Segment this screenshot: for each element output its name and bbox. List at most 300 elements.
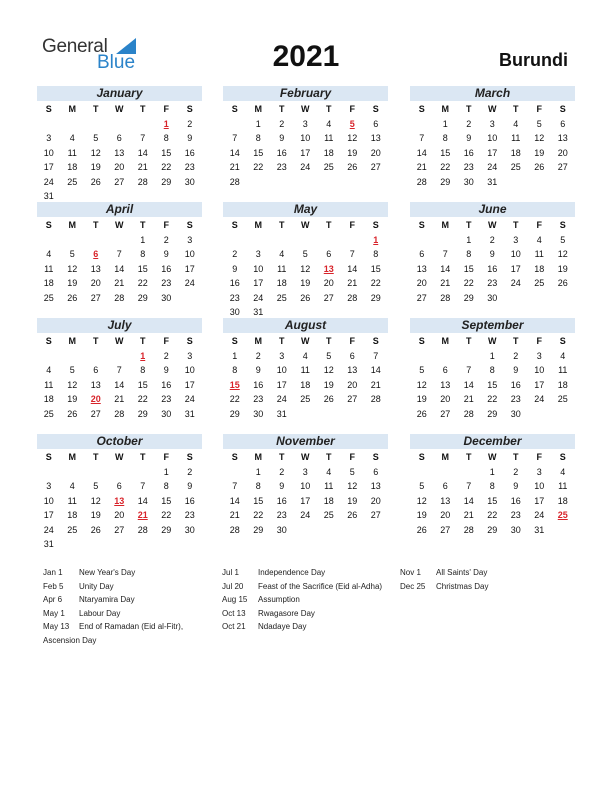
day-cell: 16 <box>276 147 287 158</box>
weekday-header-row <box>37 334 202 349</box>
weekday-header-row <box>410 102 575 117</box>
holiday-name: Assumption <box>258 595 300 604</box>
weekday-label: S <box>231 104 238 114</box>
empty-cell <box>247 175 271 190</box>
day-cell: 22 <box>440 162 451 172</box>
month-title: May <box>223 202 388 217</box>
day-cell: 28 <box>229 524 240 535</box>
weekday-label: T <box>326 220 332 230</box>
week-row <box>37 479 202 494</box>
month-title: September <box>410 318 575 333</box>
day-cell: 18 <box>510 147 521 158</box>
day-cell: 9 <box>466 133 472 143</box>
day-cell: 18 <box>323 147 334 158</box>
day-cell: 26 <box>534 162 545 172</box>
day-cell: 28 <box>416 176 427 187</box>
day-cell: 14 <box>229 147 240 158</box>
day-cell: 28 <box>440 292 451 303</box>
day-cell: 16 <box>184 147 195 158</box>
weekday-label: W <box>115 336 124 346</box>
day-cell: 20 <box>557 147 568 158</box>
week-row <box>37 291 202 306</box>
day-cell: 26 <box>557 278 568 288</box>
week-row <box>223 523 388 538</box>
holiday-item <box>43 607 183 621</box>
holiday-date: Jul 20 <box>222 581 244 591</box>
day-cell: 20 <box>90 278 101 288</box>
empty-cell <box>131 465 155 480</box>
day-cell: 1 <box>255 466 261 477</box>
day-cell: 22 <box>487 394 498 404</box>
week-row <box>223 247 388 262</box>
day-cell: 1 <box>232 350 238 361</box>
empty-cell <box>341 523 365 538</box>
day-cell: 25 <box>534 278 545 288</box>
holiday-date: Jan 1 <box>43 568 63 577</box>
day-cell: 3 <box>46 133 52 143</box>
week-row <box>410 392 575 407</box>
day-cell: 12 <box>347 481 358 491</box>
day-cell: 13 <box>90 379 101 390</box>
holiday-date: Dec 25 <box>400 581 426 591</box>
weekday-label: M <box>254 104 262 114</box>
day-cell: 23 <box>276 510 287 520</box>
empty-cell <box>37 117 61 132</box>
day-cell: 13 <box>347 365 358 375</box>
day-cell: 31 <box>487 176 498 187</box>
day-cell: 10 <box>300 481 311 491</box>
day-cell: 27 <box>114 176 125 187</box>
day-cell: 27 <box>370 510 381 520</box>
weekday-label: S <box>45 452 52 462</box>
day-cell: 8 <box>489 365 495 375</box>
weekday-label: W <box>115 220 124 230</box>
weekday-label: T <box>93 104 99 114</box>
day-cell: 5 <box>69 365 75 375</box>
empty-cell <box>84 349 108 364</box>
day-cell: 9 <box>255 365 261 375</box>
weekday-label: S <box>186 104 193 114</box>
day-cell: 11 <box>534 249 544 259</box>
day-cell: 11 <box>44 379 54 390</box>
week-row <box>410 494 575 509</box>
day-cell: 19 <box>416 394 427 404</box>
day-cell: 28 <box>463 524 474 535</box>
empty-cell <box>434 465 458 480</box>
day-cell: 11 <box>324 481 334 491</box>
weekday-label: T <box>140 452 146 462</box>
week-row <box>37 494 202 509</box>
day-cell: 16 <box>161 263 172 274</box>
day-cell: 6 <box>326 249 332 259</box>
empty-cell <box>270 175 294 190</box>
week-row <box>410 276 575 291</box>
empty-cell <box>178 537 202 552</box>
day-cell: 15 <box>137 379 148 390</box>
week-row <box>410 117 575 132</box>
day-cell: 17 <box>43 162 54 172</box>
day-cell: 2 <box>513 350 519 361</box>
weekday-label: T <box>513 104 519 114</box>
empty-cell <box>294 233 318 248</box>
day-cell: 8 <box>255 133 261 143</box>
holiday-day: 1 <box>140 350 146 361</box>
holiday-name: End of Ramadan (Eid al-Fitr), <box>79 622 184 631</box>
week-row <box>37 537 202 552</box>
day-cell: 29 <box>161 176 172 187</box>
weekday-label: S <box>418 220 425 230</box>
empty-cell <box>61 349 85 364</box>
month-october <box>37 434 202 552</box>
empty-cell <box>410 465 434 480</box>
month-title: December <box>410 434 575 449</box>
day-cell: 20 <box>347 379 358 390</box>
day-cell: 30 <box>161 408 172 419</box>
day-cell: 22 <box>370 278 381 288</box>
holiday-date: Nov 1 <box>400 568 421 577</box>
day-cell: 17 <box>300 147 311 158</box>
day-cell: 11 <box>277 263 287 274</box>
weekday-label: S <box>186 220 193 230</box>
week-row <box>223 349 388 364</box>
empty-cell <box>108 465 132 480</box>
day-cell: 29 <box>137 292 148 303</box>
day-cell: 25 <box>510 162 521 172</box>
day-cell: 11 <box>67 495 77 506</box>
weekday-label: F <box>536 220 542 230</box>
day-cell: 4 <box>69 481 75 491</box>
week-row <box>410 349 575 364</box>
day-cell: 19 <box>300 278 311 288</box>
day-cell: 7 <box>419 133 425 143</box>
holiday-item <box>400 566 488 580</box>
weekday-label: W <box>488 104 497 114</box>
weekday-label: S <box>372 220 379 230</box>
day-cell: 20 <box>416 278 427 288</box>
day-cell: 13 <box>416 263 427 274</box>
day-cell: 3 <box>536 350 542 361</box>
weekday-label: M <box>68 336 76 346</box>
empty-cell <box>37 233 61 248</box>
day-cell: 26 <box>90 176 101 187</box>
weekday-header-row <box>223 450 388 465</box>
day-cell: 28 <box>463 408 474 419</box>
day-cell: 2 <box>489 234 495 245</box>
day-cell: 23 <box>463 162 474 172</box>
day-cell: 5 <box>302 249 308 259</box>
day-cell: 1 <box>466 234 472 245</box>
month-june <box>410 202 575 305</box>
day-cell: 3 <box>187 350 193 361</box>
day-cell: 8 <box>466 249 472 259</box>
day-cell: 26 <box>347 162 358 172</box>
weekday-header-row <box>410 450 575 465</box>
day-cell: 7 <box>140 133 146 143</box>
day-cell: 12 <box>534 133 545 143</box>
day-cell: 26 <box>323 394 334 404</box>
week-row <box>37 465 202 480</box>
day-cell: 4 <box>536 234 542 245</box>
day-cell: 18 <box>300 379 311 390</box>
week-row <box>410 363 575 378</box>
empty-cell <box>247 233 271 248</box>
day-cell: 13 <box>90 263 101 274</box>
day-cell: 12 <box>557 249 568 259</box>
holiday-date: Aug 15 <box>222 595 248 604</box>
day-cell: 15 <box>161 495 172 506</box>
day-cell: 15 <box>487 495 498 506</box>
day-cell: 22 <box>253 162 264 172</box>
weekday-header-row <box>223 218 388 233</box>
weekday-label: W <box>488 452 497 462</box>
holiday-name: Christmas Day <box>436 581 489 591</box>
weekday-label: T <box>93 336 99 346</box>
empty-cell <box>317 175 341 190</box>
day-cell: 27 <box>347 394 358 404</box>
day-cell: 29 <box>440 176 451 187</box>
day-cell: 25 <box>67 176 78 187</box>
day-cell: 12 <box>90 495 101 506</box>
weekday-label: W <box>301 104 310 114</box>
day-cell: 20 <box>114 162 125 172</box>
weekday-label: S <box>559 336 566 346</box>
month-february <box>223 86 388 189</box>
day-cell: 27 <box>416 292 427 303</box>
day-cell: 3 <box>489 118 495 129</box>
day-cell: 18 <box>43 278 54 288</box>
holiday-day: 13 <box>114 495 125 506</box>
day-cell: 30 <box>229 307 240 317</box>
day-cell: 12 <box>416 379 427 390</box>
weekday-label: S <box>559 104 566 114</box>
day-cell: 18 <box>67 162 78 172</box>
weekday-label: F <box>163 336 169 346</box>
day-cell: 19 <box>67 278 78 288</box>
day-cell: 3 <box>255 249 261 259</box>
empty-cell <box>410 117 434 132</box>
holiday-date: Feb 5 <box>43 581 64 591</box>
week-row <box>223 378 388 393</box>
day-cell: 21 <box>370 379 381 390</box>
weekday-label: M <box>441 336 449 346</box>
week-row <box>223 494 388 509</box>
day-cell: 23 <box>229 292 240 303</box>
day-cell: 9 <box>489 249 495 259</box>
day-cell: 13 <box>370 481 381 491</box>
day-cell: 12 <box>323 365 334 375</box>
week-row <box>223 117 388 132</box>
weekday-label: S <box>186 452 193 462</box>
month-march <box>410 86 575 189</box>
day-cell: 21 <box>440 278 451 288</box>
day-cell: 26 <box>347 510 358 520</box>
empty-cell <box>84 117 108 132</box>
weekday-label: T <box>140 220 146 230</box>
day-cell: 31 <box>276 408 287 419</box>
day-cell: 6 <box>373 466 379 477</box>
day-cell: 24 <box>510 278 521 288</box>
weekday-label: T <box>466 220 472 230</box>
day-cell: 29 <box>370 292 381 303</box>
week-row <box>37 392 202 407</box>
holiday-day: 1 <box>373 234 379 245</box>
day-cell: 31 <box>43 191 54 201</box>
weekday-label: M <box>254 220 262 230</box>
holiday-day: 6 <box>93 249 99 259</box>
empty-cell <box>84 465 108 480</box>
day-cell: 1 <box>489 350 495 361</box>
day-cell: 12 <box>300 263 311 274</box>
day-cell: 5 <box>93 133 99 143</box>
day-cell: 7 <box>466 481 472 491</box>
day-cell: 10 <box>43 495 54 506</box>
day-cell: 17 <box>184 263 195 274</box>
day-cell: 28 <box>347 292 358 303</box>
day-cell: 7 <box>116 249 122 259</box>
empty-cell <box>61 465 85 480</box>
empty-cell <box>61 117 85 132</box>
holiday-name: Rwagasore Day <box>258 608 315 618</box>
empty-cell <box>270 233 294 248</box>
day-cell: 7 <box>232 133 238 143</box>
weekday-label: W <box>488 336 497 346</box>
month-april <box>37 202 202 305</box>
logo-word-general: General <box>42 36 108 57</box>
day-cell: 12 <box>90 147 101 158</box>
holiday-name: New Year's Day <box>79 568 136 577</box>
holiday-day: 13 <box>323 263 334 274</box>
weekday-label: T <box>466 336 472 346</box>
day-cell: 2 <box>255 350 261 361</box>
day-cell: 2 <box>187 118 193 129</box>
weekday-label: F <box>349 104 355 114</box>
day-cell: 23 <box>253 394 264 404</box>
day-cell: 14 <box>229 495 240 506</box>
day-cell: 23 <box>487 278 498 288</box>
empty-cell <box>434 233 458 248</box>
weekday-header-row <box>223 102 388 117</box>
weekday-header-row <box>37 450 202 465</box>
day-cell: 17 <box>253 278 264 288</box>
day-cell: 22 <box>137 394 148 404</box>
day-cell: 11 <box>67 147 77 158</box>
empty-cell <box>341 233 365 248</box>
day-cell: 8 <box>442 133 448 143</box>
day-cell: 17 <box>534 495 545 506</box>
weekday-label: S <box>231 220 238 230</box>
day-cell: 31 <box>534 524 545 535</box>
week-row <box>223 146 388 161</box>
empty-cell <box>61 537 85 552</box>
weekday-header-row <box>223 334 388 349</box>
holiday-day: 20 <box>90 394 101 404</box>
empty-cell <box>341 175 365 190</box>
day-cell: 17 <box>487 147 498 158</box>
day-cell: 9 <box>279 133 285 143</box>
day-cell: 10 <box>253 263 264 274</box>
day-cell: 1 <box>140 234 146 245</box>
empty-cell <box>317 233 341 248</box>
month-title: June <box>410 202 575 217</box>
day-cell: 30 <box>184 524 195 535</box>
day-cell: 11 <box>44 263 54 274</box>
holiday-item <box>222 607 382 621</box>
weekday-label: T <box>140 104 146 114</box>
empty-cell <box>364 175 388 190</box>
holiday-date: May 1 <box>43 608 65 618</box>
week-row <box>37 131 202 146</box>
weekday-label: M <box>441 220 449 230</box>
weekday-label: F <box>536 452 542 462</box>
weekday-label: T <box>513 336 519 346</box>
day-cell: 9 <box>187 481 193 491</box>
logo-word-blue: Blue <box>97 52 136 73</box>
week-row <box>410 247 575 262</box>
day-cell: 21 <box>463 394 474 404</box>
holiday-name: Ndadaye Day <box>258 622 307 631</box>
day-cell: 10 <box>276 365 287 375</box>
day-cell: 21 <box>114 278 125 288</box>
day-cell: 28 <box>114 292 125 303</box>
weekday-label: F <box>536 336 542 346</box>
day-cell: 5 <box>349 466 355 477</box>
month-december <box>410 434 575 537</box>
day-cell: 24 <box>184 278 195 288</box>
day-cell: 16 <box>229 278 240 288</box>
week-row <box>410 175 575 190</box>
holiday-date: Oct 21 <box>222 622 246 631</box>
weekday-label: S <box>231 452 238 462</box>
day-cell: 3 <box>46 481 52 491</box>
day-cell: 23 <box>184 510 195 520</box>
week-row <box>410 146 575 161</box>
day-cell: 5 <box>536 118 542 129</box>
day-cell: 31 <box>253 307 264 317</box>
day-cell: 10 <box>300 133 311 143</box>
day-cell: 30 <box>487 292 498 303</box>
day-cell: 26 <box>67 292 78 303</box>
day-cell: 27 <box>90 408 101 419</box>
day-cell: 30 <box>463 176 474 187</box>
day-cell: 23 <box>510 394 521 404</box>
day-cell: 25 <box>557 394 568 404</box>
day-cell: 11 <box>511 133 521 143</box>
day-cell: 22 <box>137 278 148 288</box>
day-cell: 2 <box>466 118 472 129</box>
day-cell: 17 <box>534 379 545 390</box>
day-cell: 29 <box>463 292 474 303</box>
day-cell: 12 <box>416 495 427 506</box>
empty-cell <box>528 291 552 306</box>
day-cell: 4 <box>326 466 332 477</box>
weekday-label: F <box>163 452 169 462</box>
week-row <box>223 175 388 190</box>
week-row <box>223 392 388 407</box>
holiday-item <box>222 593 382 607</box>
day-cell: 26 <box>300 292 311 303</box>
day-cell: 7 <box>349 249 355 259</box>
month-title: March <box>410 86 575 101</box>
empty-cell <box>528 407 552 422</box>
day-cell: 12 <box>67 263 78 274</box>
week-row <box>223 276 388 291</box>
day-cell: 8 <box>232 365 238 375</box>
day-cell: 25 <box>300 394 311 404</box>
day-cell: 1 <box>163 466 169 477</box>
day-cell: 7 <box>466 365 472 375</box>
day-cell: 24 <box>253 292 264 303</box>
weekday-label: T <box>466 452 472 462</box>
